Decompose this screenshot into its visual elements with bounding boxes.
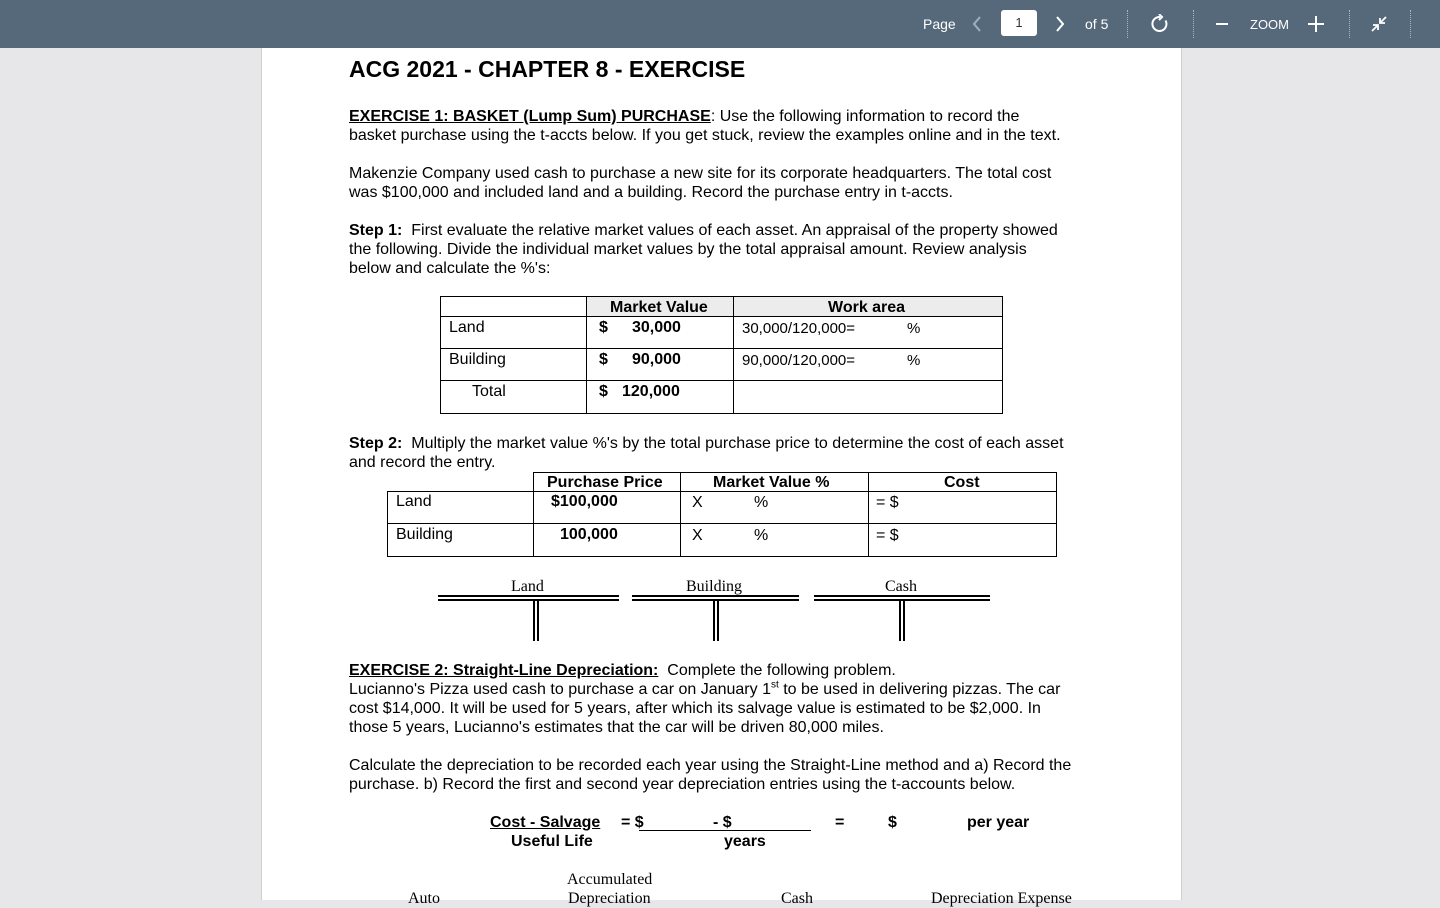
toolbar-divider [1193, 10, 1194, 38]
table-header: Market Value [610, 299, 708, 316]
exercise2-heading: EXERCISE 2: Straight-Line Depreciation: [349, 662, 659, 679]
step1-label: Step 1: [349, 222, 403, 239]
t-account-title: Cash [781, 890, 813, 907]
t-account-title: Accumulated [567, 871, 653, 888]
step2-line1 [349, 434, 1064, 453]
table-cell: $ [599, 319, 608, 336]
formula-eq-dollar: = $ [621, 814, 644, 831]
rotate-icon[interactable] [1150, 0, 1170, 48]
t-account-title: Cash [885, 578, 917, 595]
collapse-icon[interactable] [1370, 0, 1388, 48]
table-header: Purchase Price [547, 474, 663, 491]
table-cell: Total [472, 383, 506, 400]
toolbar-divider [1127, 10, 1128, 38]
formula-minus-dollar: - $ [713, 814, 732, 831]
formula-per-year: per year [967, 814, 1030, 831]
table-cell: 30,000/120,000= [742, 320, 856, 337]
table-cell: = $ [876, 494, 899, 511]
table-header: Work area [828, 299, 906, 316]
table-cell: Building [396, 526, 453, 543]
exercise2-para1-line3: those 5 years, Lucianno's estimates that the car will be driven 80,000 miles. [349, 719, 884, 736]
table-cell: $ [599, 351, 608, 368]
exercise1-para-line2: was $100,000 and included land and a building. Record the purchase entry in t-accts. [349, 184, 953, 201]
table-cell: % [754, 527, 769, 544]
formula-denominator: Useful Life [511, 833, 593, 850]
page-number-input[interactable]: 1 [1001, 10, 1037, 36]
table-cell: Land [396, 493, 432, 510]
t-account-title: Depreciation [568, 890, 651, 907]
t-account-post [533, 601, 539, 641]
exercise2-para1-line2: cost $14,000. It will be used for 5 years, after which its salvage value is estimated to be $2,000. In [349, 700, 1041, 717]
t-account-title: Auto [408, 890, 440, 907]
step2-label: Step 2: [349, 435, 403, 452]
table-cell: % [907, 320, 921, 337]
text-run: to be used in delivering pizzas. The car [778, 681, 1061, 698]
exercise2-para1-line1 [349, 680, 1060, 699]
step1-text: First evaluate the relative market values of each asset. An appraisal of the property showed [411, 222, 1058, 239]
exercise1-intro-line1 [349, 107, 1019, 126]
chevron-right-icon[interactable] [1053, 0, 1067, 48]
exercise2-para2-line2: purchase. b) Record the first and second year depreciation entries using the t-accounts below. [349, 776, 1016, 793]
step2-text: Multiply the market value %'s by the total purchase price to determine the cost of each asset [411, 435, 1064, 452]
formula-numerator: Cost - Salvage [490, 814, 601, 831]
superscript: st [770, 679, 779, 691]
exercise1-intro-line2: basket purchase using the t-accts below. If you get stuck, review the examples online and in the text. [349, 127, 1061, 144]
t-account-bar [438, 595, 619, 601]
minus-icon[interactable] [1215, 0, 1229, 48]
step1-line1 [349, 221, 1058, 240]
table-cell: 30,000 [632, 319, 681, 336]
table-cell: = $ [876, 527, 899, 544]
table-cell: 90,000 [632, 351, 681, 368]
t-account-post [713, 601, 719, 641]
chevron-left-icon[interactable] [970, 0, 984, 48]
exercise2-para2-line1: Calculate the depreciation to be recorded each year using the Straight-Line method and a) Record the [349, 757, 1072, 774]
table-cell: X [692, 494, 703, 511]
pdf-toolbar [0, 0, 1440, 48]
toolbar-divider [1410, 10, 1411, 38]
exercise1-heading: EXERCISE 1: BASKET (Lump Sum) PURCHASE [349, 108, 711, 125]
page-total: of 5 [1085, 16, 1109, 32]
document-title: ACG 2021 - CHAPTER 8 - EXERCISE [349, 56, 746, 82]
document-page [261, 48, 1182, 907]
table-cell: % [907, 352, 921, 369]
text-run: Lucianno's Pizza used cash to purchase a car on January 1 [349, 681, 771, 698]
table-cell: $ [599, 383, 608, 400]
toolbar-divider [1349, 10, 1350, 38]
table-header: Cost [944, 474, 980, 491]
t-account-title: Depreciation Expense [931, 890, 1072, 907]
exercise1-para-line1: Makenzie Company used cash to purchase a new site for its corporate headquarters. The total cost [349, 165, 1052, 182]
t-account-title: Land [511, 578, 544, 595]
table-cell: % [754, 494, 769, 511]
exercise2-heading-text: Complete the following problem. [667, 662, 896, 679]
step1-line2: the following. Divide the individual market values by the total appraisal amount. Review analysis [349, 241, 1027, 258]
t-account-title: Building [686, 578, 743, 595]
step2-line2: and record the entry. [349, 454, 496, 471]
formula-equals: = [835, 814, 845, 831]
zoom-label: ZOOM [1250, 16, 1289, 32]
formula-years: years [724, 833, 766, 850]
table-cell: 100,000 [560, 526, 618, 543]
step1-line3: below and calculate the %'s: [349, 260, 551, 277]
table-cell: $100,000 [551, 493, 618, 510]
table-cell: 120,000 [622, 383, 680, 400]
plus-icon[interactable] [1307, 0, 1325, 48]
exercise2-heading-line [349, 661, 896, 680]
t-account-post [899, 601, 905, 641]
table-cell: Land [449, 319, 485, 336]
table-cell: Building [449, 351, 506, 368]
exercise1-intro-text: : Use the following information to record the [710, 108, 1020, 125]
formula-result-dollar: $ [888, 814, 897, 831]
page-label: Page [923, 16, 956, 32]
table-header: Market Value % [713, 474, 830, 491]
table-cell: X [692, 527, 703, 544]
table-cell: 90,000/120,000= [742, 352, 856, 369]
